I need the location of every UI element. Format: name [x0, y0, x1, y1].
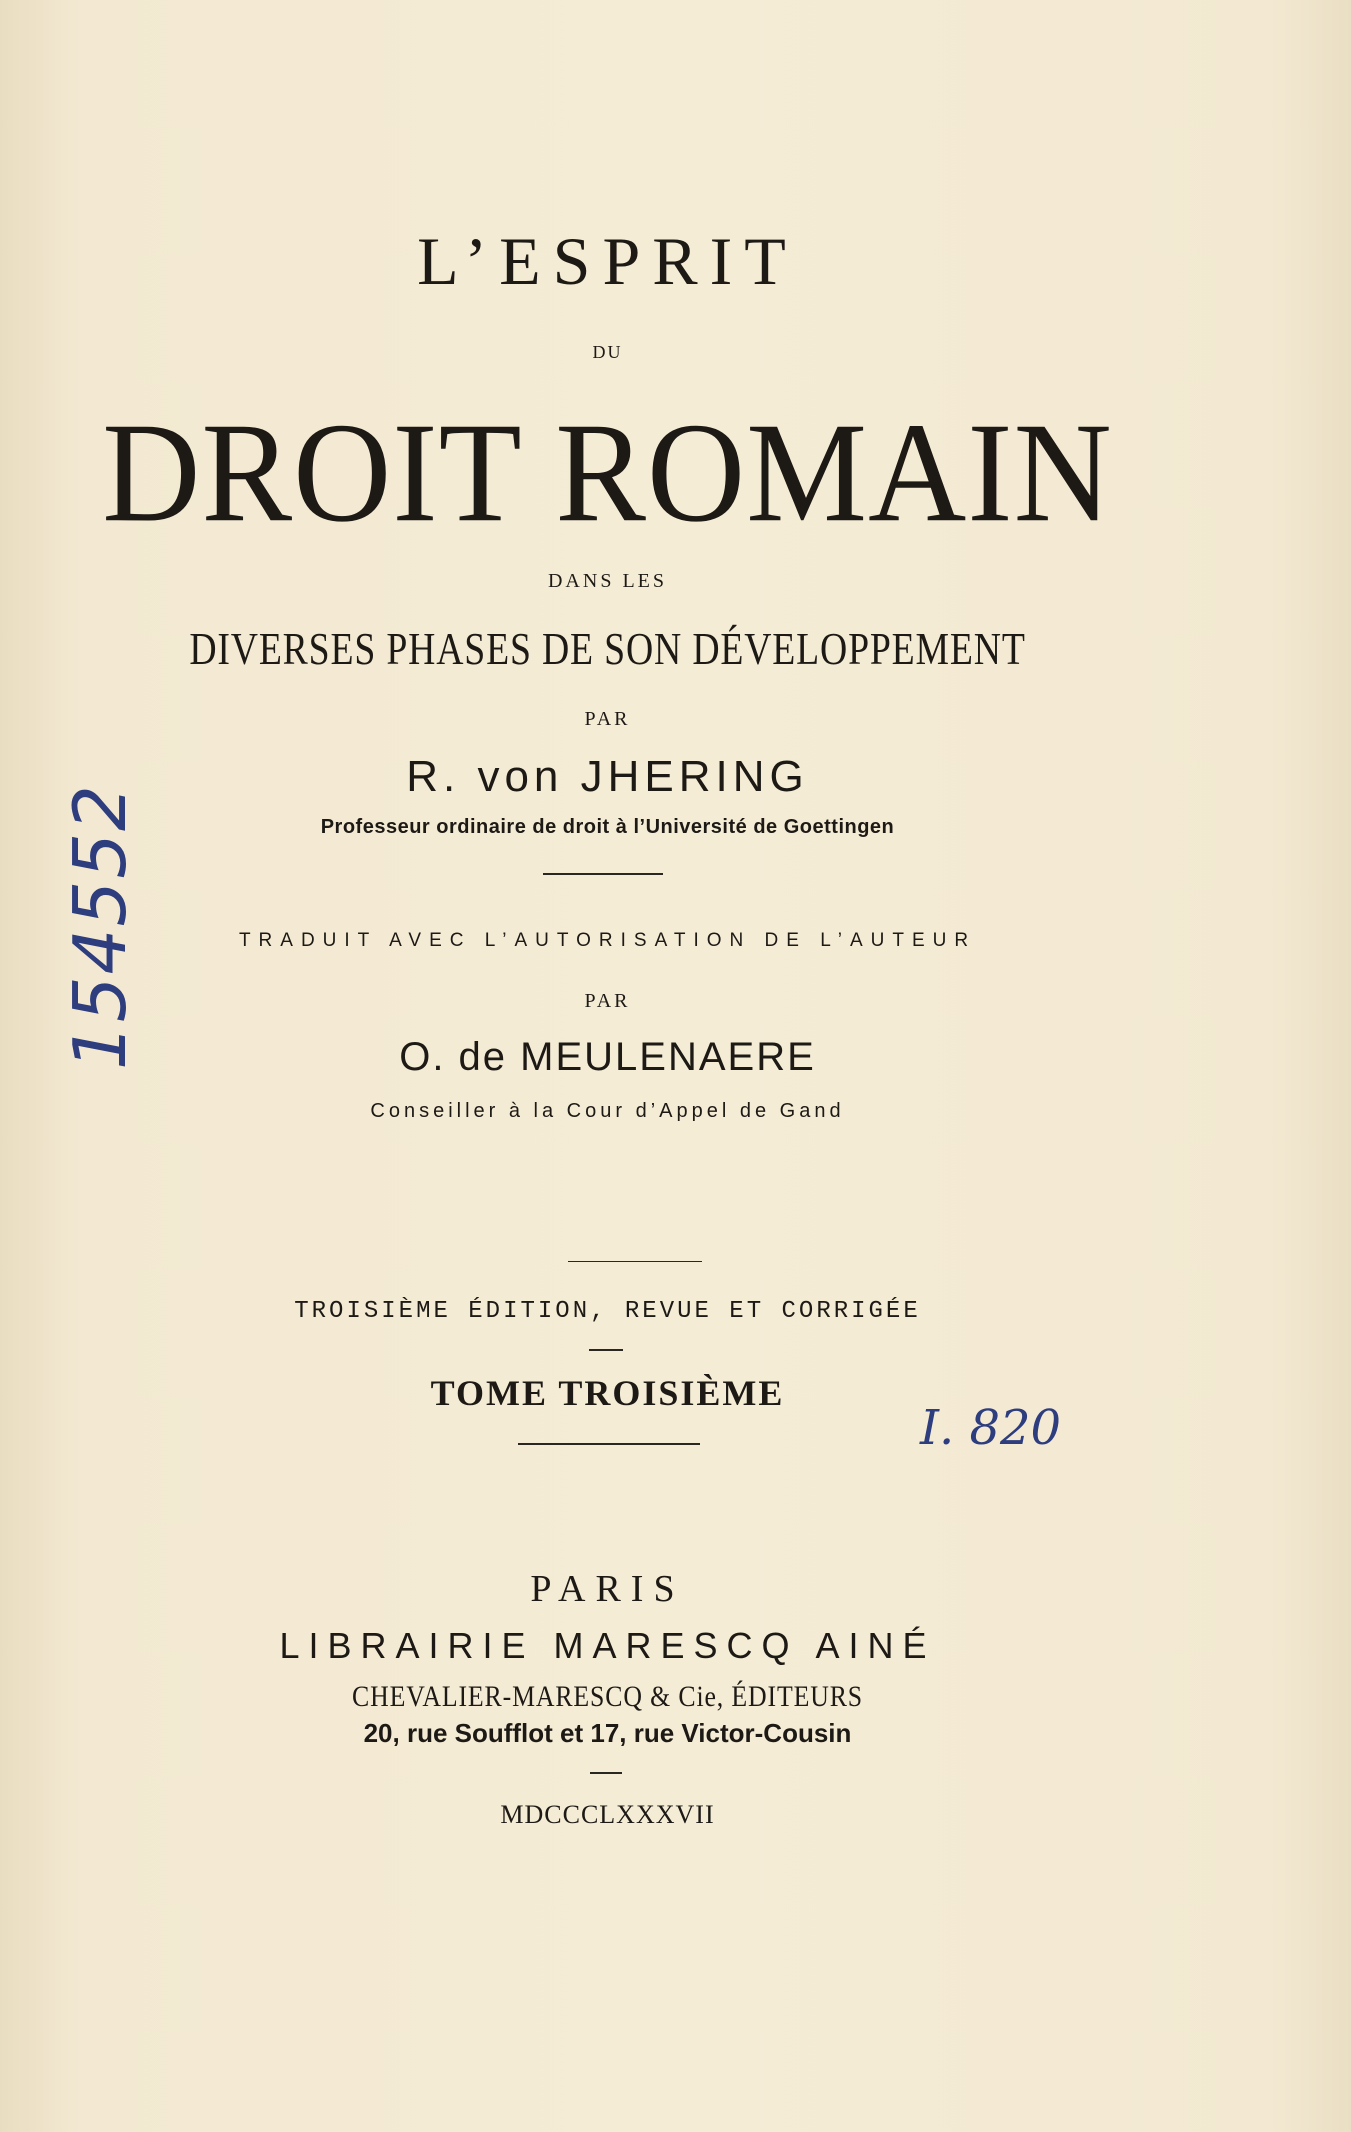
- title-line-esprit: L’ESPRIT: [417, 223, 798, 299]
- main-title: DROIT ROMAIN: [102, 394, 1113, 552]
- author-name: R. von JHERING: [406, 752, 809, 801]
- publisher-address: 20, rue Soufflot et 17, rue Victor-Cousin: [363, 1718, 852, 1748]
- translation-note: TRADUIT AVEC L’AUTORISATION DE L’AUTEUR: [238, 930, 977, 951]
- translator-par: PAR: [584, 990, 631, 1012]
- divider-rule: [589, 1349, 623, 1351]
- publisher-city: PARIS: [530, 1568, 685, 1610]
- publication-year: MDCCCLXXXVII: [500, 1800, 715, 1829]
- handwritten-shelf-mark: I. 820: [920, 1400, 1062, 1456]
- handwritten-margin-number: 154552: [58, 783, 142, 1070]
- translator-name: O. de MEULENAERE: [399, 1035, 816, 1079]
- divider-rule: [543, 873, 663, 875]
- author-par: PAR: [584, 708, 631, 730]
- edition-line: TROISIÈME ÉDITION, REVUE ET CORRIGÉE: [294, 1298, 921, 1325]
- divider-rule: [590, 1772, 622, 1774]
- divider-rule: [568, 1261, 702, 1262]
- title-line-du: DU: [592, 342, 623, 362]
- volume-title: TOME TROISIÈME: [430, 1373, 785, 1413]
- subtitle: DIVERSES PHASES DE SON DÉVELOPPEMENT: [189, 623, 1026, 674]
- translator-role: Conseiller à la Cour d’Appel de Gand: [370, 1100, 845, 1122]
- publisher-imprint: CHEVALIER-MARESCQ & Cie, ÉDITEURS: [352, 1680, 863, 1713]
- title-line-dans-les: DANS LES: [547, 570, 667, 592]
- publisher-name: LIBRAIRIE MARESCQ AINÉ: [279, 1625, 936, 1666]
- author-affiliation: Professeur ordinaire de droit à l’Université de Goettingen: [320, 816, 895, 838]
- divider-rule: [518, 1443, 700, 1445]
